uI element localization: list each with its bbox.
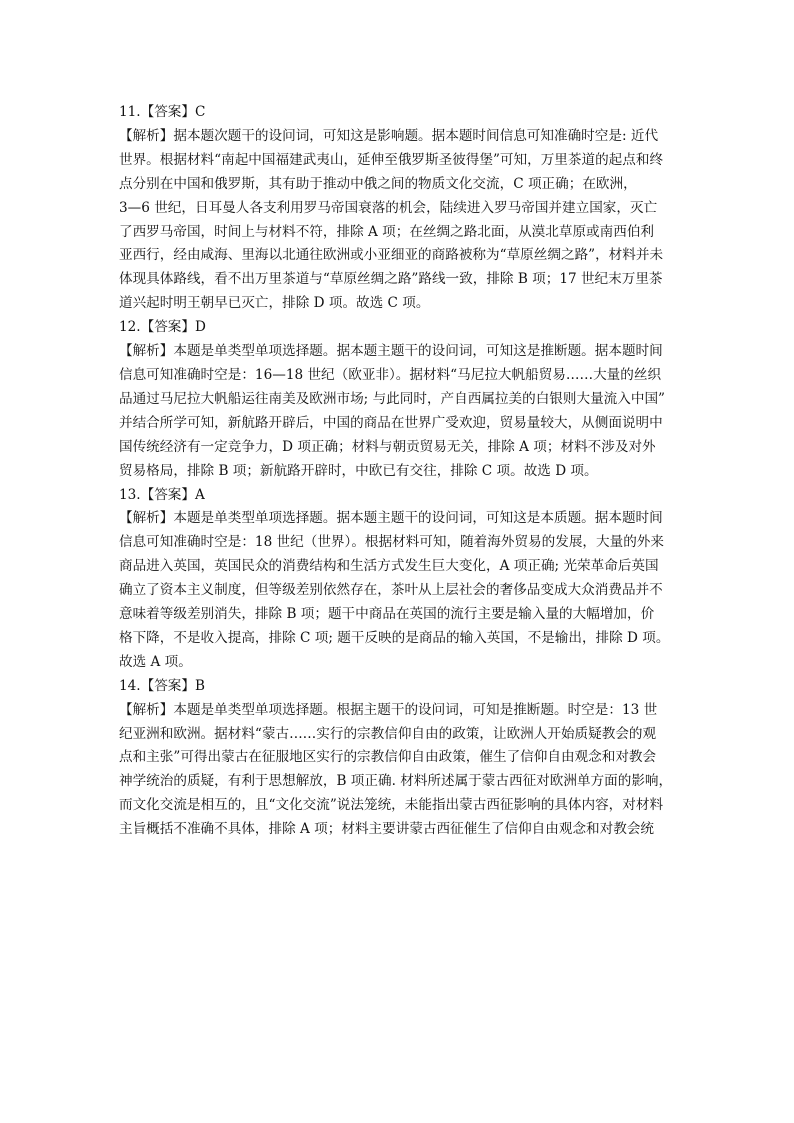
question-12-analysis-line: 信息可知准确时空是：16—18 世纪（欧亚非）。据材料“马尼拉大帆船贸易……大量的丝织 — [119, 366, 662, 383]
question-11-analysis-line: 体现具体路线，看不出万里茶道与“草原丝绸之路”路线一致，排除 B 项；17 世纪末万里茶 — [119, 271, 663, 288]
question-14-analysis-line: 纪亚洲和欧洲。据材料“蒙古……实行的宗教信仰自由的政策，让欧洲人开始质疑教会的观 — [119, 725, 657, 742]
question-13-analysis-line: 【解析】本题是单类型单项选择题。据本题主题干的设问词，可知这是本质题。据本题时间 — [119, 510, 663, 527]
question-12-block — [119, 316, 679, 483]
question-11-block — [119, 101, 679, 316]
question-13-analysis-line: 格下降，不是收入提高，排除 C 项; 题干反映的是商品的输入英国，不是输出，排除 D 项。 — [119, 629, 670, 646]
question-11-analysis-line: 点分别在中国和俄罗斯，其有助于推动中俄之间的物质文化交流，C 项正确；在欧洲， — [119, 175, 637, 192]
question-12-analysis-line: 贸易格局，排除 B 项；新航路开辟时，中欧已有交往，排除 C 项。故选 D 项。 — [119, 462, 598, 479]
question-12-analysis-line: 【解析】本题是单类型单项选择题。据本题主题干的设问词，可知这是推断题。据本题时间 — [119, 343, 663, 360]
question-14-block — [119, 675, 679, 842]
question-12-analysis-line: 国传统经济有一定竞争力，D 项正确；材料与朝贡贸易无关，排除 A 项；材料不涉及对外 — [119, 438, 656, 455]
question-14-analysis-line: 主旨概括不准确不具体，排除 A 项；材料主要讲蒙古西征催生了信仰自由观念和对教会统 — [119, 821, 655, 838]
question-14-answer: 14.【答案】B — [119, 677, 205, 694]
question-14-analysis-line: 点和主张”可得出蒙古在征服地区实行的宗教信仰自由政策，催生了信仰自由观念和对教会 — [119, 749, 657, 766]
question-11-analysis-line: 【解析】据本题次题干的设问词，可知这是影响题。据本题时间信息可知准确时空是: 近代 — [119, 127, 659, 144]
question-12-analysis-line: 品通过马尼拉大帆船运往南美及欧洲市场; 与此同时，产自西属拉美的白银则大量流入中国” — [119, 390, 666, 407]
answer-explanation-document — [119, 101, 679, 842]
question-14-analysis-line: 而文化交流是相互的，且“文化交流”说法笼统，未能指出蒙古西征影响的具体内容，对材料 — [119, 797, 664, 814]
question-11-analysis-line: 世界。根据材料“南起中国福建武夷山，延伸至俄罗斯圣彼得堡”可知，万里茶道的起点和终 — [119, 151, 664, 168]
question-13-block — [119, 484, 679, 675]
question-11-analysis-line: 了西罗马帝国，时间上与材料不符，排除 A 项；在丝绸之路北面，从漠北草原或南西伯利 — [119, 223, 655, 240]
question-14-analysis-line: 神学统治的质疑，有利于思想解放，B 项正确. 材料所述属于蒙古西征对欧洲单方面的影响， — [119, 773, 673, 790]
question-13-analysis-line: 确立了资本主义制度，但等级差别依然存在，茶叶从上层社会的奢侈品变成大众消费品并不 — [119, 582, 663, 599]
question-13-analysis-line: 信息可知准确时空是：18 世纪（世界）。根据材料可知，随着海外贸易的发展，大量的外来 — [119, 534, 664, 551]
question-12-analysis-line: 并结合所学可知，新航路开辟后，中国的商品在世界广受欢迎，贸易量较大，从侧面说明中 — [119, 414, 663, 431]
question-13-answer: 13.【答案】A — [119, 486, 205, 503]
question-11-analysis-line: 亚西行，经由咸海、里海以北通往欧洲或小亚细亚的商路被称为“草原丝绸之路”，材料并未 — [119, 247, 664, 264]
question-13-analysis-line: 商品进入英国，英国民众的消费结构和生活方式发生巨大变化，A 项正确; 光荣革命后英国 — [119, 558, 659, 575]
question-11-analysis-line: 3—6 世纪，日耳曼人各支利用罗马帝国衰落的机会，陆续进入罗马帝国并建立国家，灭亡 — [119, 199, 658, 216]
question-14-analysis-line: 【解析】本题是单类型单项选择题。根据主题干的设问词，可知是推断题。时空是：13 世 — [119, 701, 658, 718]
question-13-analysis-line: 故选 A 项。 — [119, 653, 192, 670]
question-12-answer: 12.【答案】D — [119, 319, 206, 336]
question-13-analysis-line: 意味着等级差别消失，排除 B 项；题干中商品在英国的流行主要是输入量的大幅增加，价 — [119, 606, 655, 623]
question-11-analysis-line: 道兴起时明王朝早已灭亡，排除 D 项。故选 C 项。 — [119, 295, 430, 312]
question-11-answer: 11.【答案】C — [119, 104, 206, 120]
